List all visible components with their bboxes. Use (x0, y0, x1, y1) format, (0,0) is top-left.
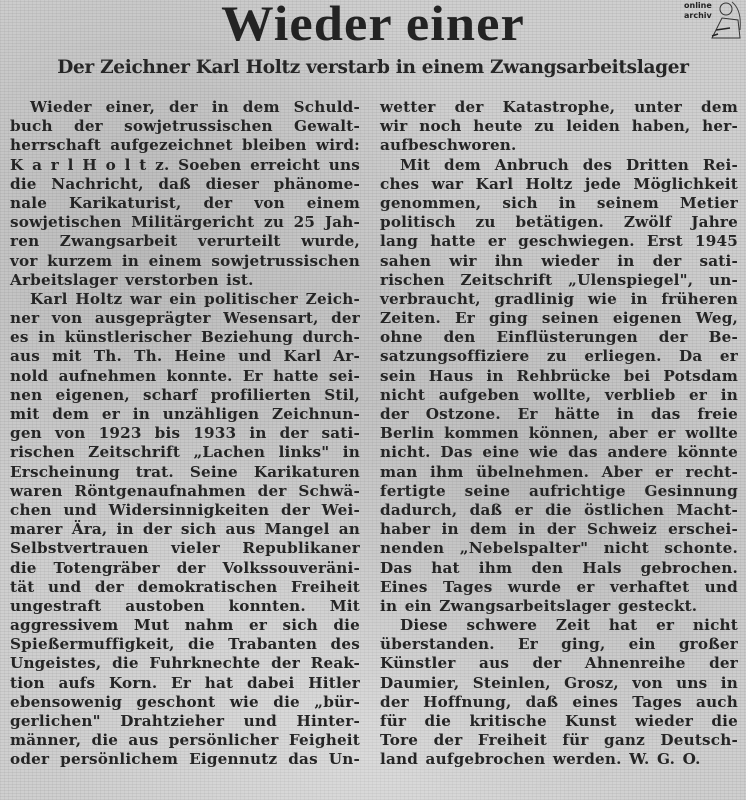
text-line: satzungsoffiziere zu erliegen. Da er (380, 347, 738, 366)
text-line: ches war Karl Holtz jede Möglichkeit (380, 174, 738, 193)
text-line: tion aufs Korn. Er hat dabei Hitler (10, 673, 360, 692)
text-line: nale Karikaturist, der von einem (10, 193, 360, 212)
text-line: aggressivem Mut nahm er sich die (10, 616, 360, 635)
text-line: ner von ausgeprägter Wesensart, der (10, 309, 360, 328)
text-line: tät und der demokratischen Freiheit (10, 577, 360, 596)
text-line: Mit dem Anbruch des Dritten Rei- (400, 155, 738, 174)
text-line: Das hat ihm den Hals gebrochen. (380, 558, 738, 577)
text-line: fertigte seine aufrichtige Gesinnung (380, 481, 738, 500)
text-line: lang hatte er geschwiegen. Erst 1945 (380, 232, 738, 251)
text-line: Künstler aus der Ahnenreihe der (380, 654, 738, 673)
text-line: Zeiten. Er ging seinen eigenen Weg, (380, 309, 738, 328)
text-line: dadurch, daß er die östlichen Macht- (380, 500, 738, 519)
text-line: sein Haus in Rehbrücke bei Potsdam (380, 366, 738, 385)
text-line: für die kritische Kunst wieder die (380, 712, 738, 730)
text-line: der Ostzone. Er hätte in das freie (380, 405, 738, 423)
text-line: der Hoffnung, daß eines Tages auch (380, 692, 738, 711)
text-line: ungestraft austoben konnten. Mit (10, 596, 360, 615)
text-line: Daumier, Steinlen, Grosz, von uns in (380, 673, 738, 692)
text-line: wetter der Katastrophe, unter dem (380, 98, 738, 116)
text-line: sahen wir ihn wieder in der sati- (380, 251, 738, 270)
text-line: Wieder einer, der in dem Schuld- (30, 98, 360, 116)
text-line: mit dem er in unzähligen Zeichnun- (10, 405, 360, 423)
article-column-left (10, 98, 360, 770)
text-line: überstanden. Er ging, ein großer (380, 635, 738, 654)
cartoon-figure-icon (682, 0, 742, 42)
text-line: ebensowenig geschont wie die „bür- (10, 692, 360, 711)
text-line: land aufgebrochen werden. W. G. O. (380, 750, 701, 769)
text-line: aufbeschworen. (380, 136, 517, 155)
text-line: rischen Zeitschrift „Lachen links" in (10, 443, 360, 462)
text-line: genommen, sich in seinem Metier (380, 193, 738, 212)
text-line: ren Zwangsarbeit verurteilt wurde, (10, 232, 360, 251)
text-line: haber in dem in der Schweiz erschei- (380, 520, 738, 539)
logo-text-line2: archiv (684, 11, 712, 20)
text-line: Ungeistes, die Fuhrknechte der Reak- (10, 654, 360, 673)
text-line: sowjetischen Militärgericht zu 25 Jah- (10, 213, 360, 232)
text-line: nicht aufgeben wollte, verblieb er in (380, 385, 738, 404)
text-line: man ihm übelnehmen. Aber er recht- (380, 462, 738, 481)
text-line: wir noch heute zu leiden haben, her- (380, 117, 738, 136)
text-line: chen und Widersinnigkeiten der Wei- (10, 500, 360, 519)
text-line: K a r l H o l t z. Soeben erreicht uns (10, 155, 360, 174)
text-line: rischen Zeitschrift „Ulenspiegel", un- (380, 270, 738, 289)
text-line: oder persönlichem Eigennutz das Un- (10, 750, 360, 769)
text-line: Diese schwere Zeit hat er nicht (400, 616, 738, 635)
text-line: Spießermuffigkeit, die Trabanten des (10, 635, 360, 654)
text-line: in ein Zwangsarbeitslager gesteckt. (380, 596, 698, 615)
text-line: herrschaft aufgezeichnet bleiben wird: (10, 136, 360, 155)
text-line: nen eigenen, scharf profilierten Stil, (10, 385, 360, 404)
text-line: buch der sowjetrussischen Gewalt- (10, 117, 360, 136)
text-line: waren Röntgenaufnahmen der Schwä- (10, 481, 360, 500)
text-line: verbraucht, gradlinig wie in früheren (380, 289, 738, 308)
text-line: gen von 1923 bis 1933 in der sati- (10, 424, 360, 443)
text-line: nold aufnehmen konnte. Er hatte sei- (10, 366, 360, 385)
text-line: Eines Tages wurde er verhaftet und (380, 577, 738, 596)
text-line: nenden „Nebelspalter" nicht schonte. (380, 539, 738, 558)
text-line: es in künstlerischer Beziehung durch- (10, 328, 360, 347)
text-line: Tore der Freiheit für ganz Deutsch- (380, 731, 738, 750)
text-line: die Nachricht, daß dieser phänome- (10, 174, 360, 193)
article-column-right (380, 98, 738, 770)
text-line: Selbstvertrauen vieler Republikaner (10, 539, 360, 558)
archive-logo (682, 0, 742, 42)
text-line: Arbeitslager verstorben ist. (10, 270, 254, 289)
text-line: ohne den Einflüsterungen der Be- (380, 328, 738, 347)
text-line: marer Ära, in der sich aus Mangel an (10, 520, 360, 539)
text-line: aus mit Th. Th. Heine und Karl Ar- (10, 347, 360, 366)
text-line: Karl Holtz war ein politischer Zeich- (30, 289, 360, 308)
logo-text-line1: online (684, 1, 712, 10)
text-line: die Totengräber der Volkssouveräni- (10, 558, 360, 577)
text-line: vor kurzem in einem sowjetrussischen (10, 251, 360, 270)
article-headline: Wieder einer (221, 0, 525, 51)
text-line: gerlichen" Drahtzieher und Hinter- (10, 712, 360, 730)
text-line: männer, die aus persönlicher Feigheit (10, 731, 360, 750)
text-line: politisch zu betätigen. Zwölf Jahre (380, 213, 738, 232)
text-line: Berlin kommen können, aber er wollte (380, 424, 738, 443)
article-subheadline: Der Zeichner Karl Holtz verstarb in einem Zwangsarbeitslager (57, 57, 689, 78)
text-line: nicht. Das eine wie das andere könnte (380, 443, 738, 462)
text-line: Erscheinung trat. Seine Karikaturen (10, 462, 360, 481)
